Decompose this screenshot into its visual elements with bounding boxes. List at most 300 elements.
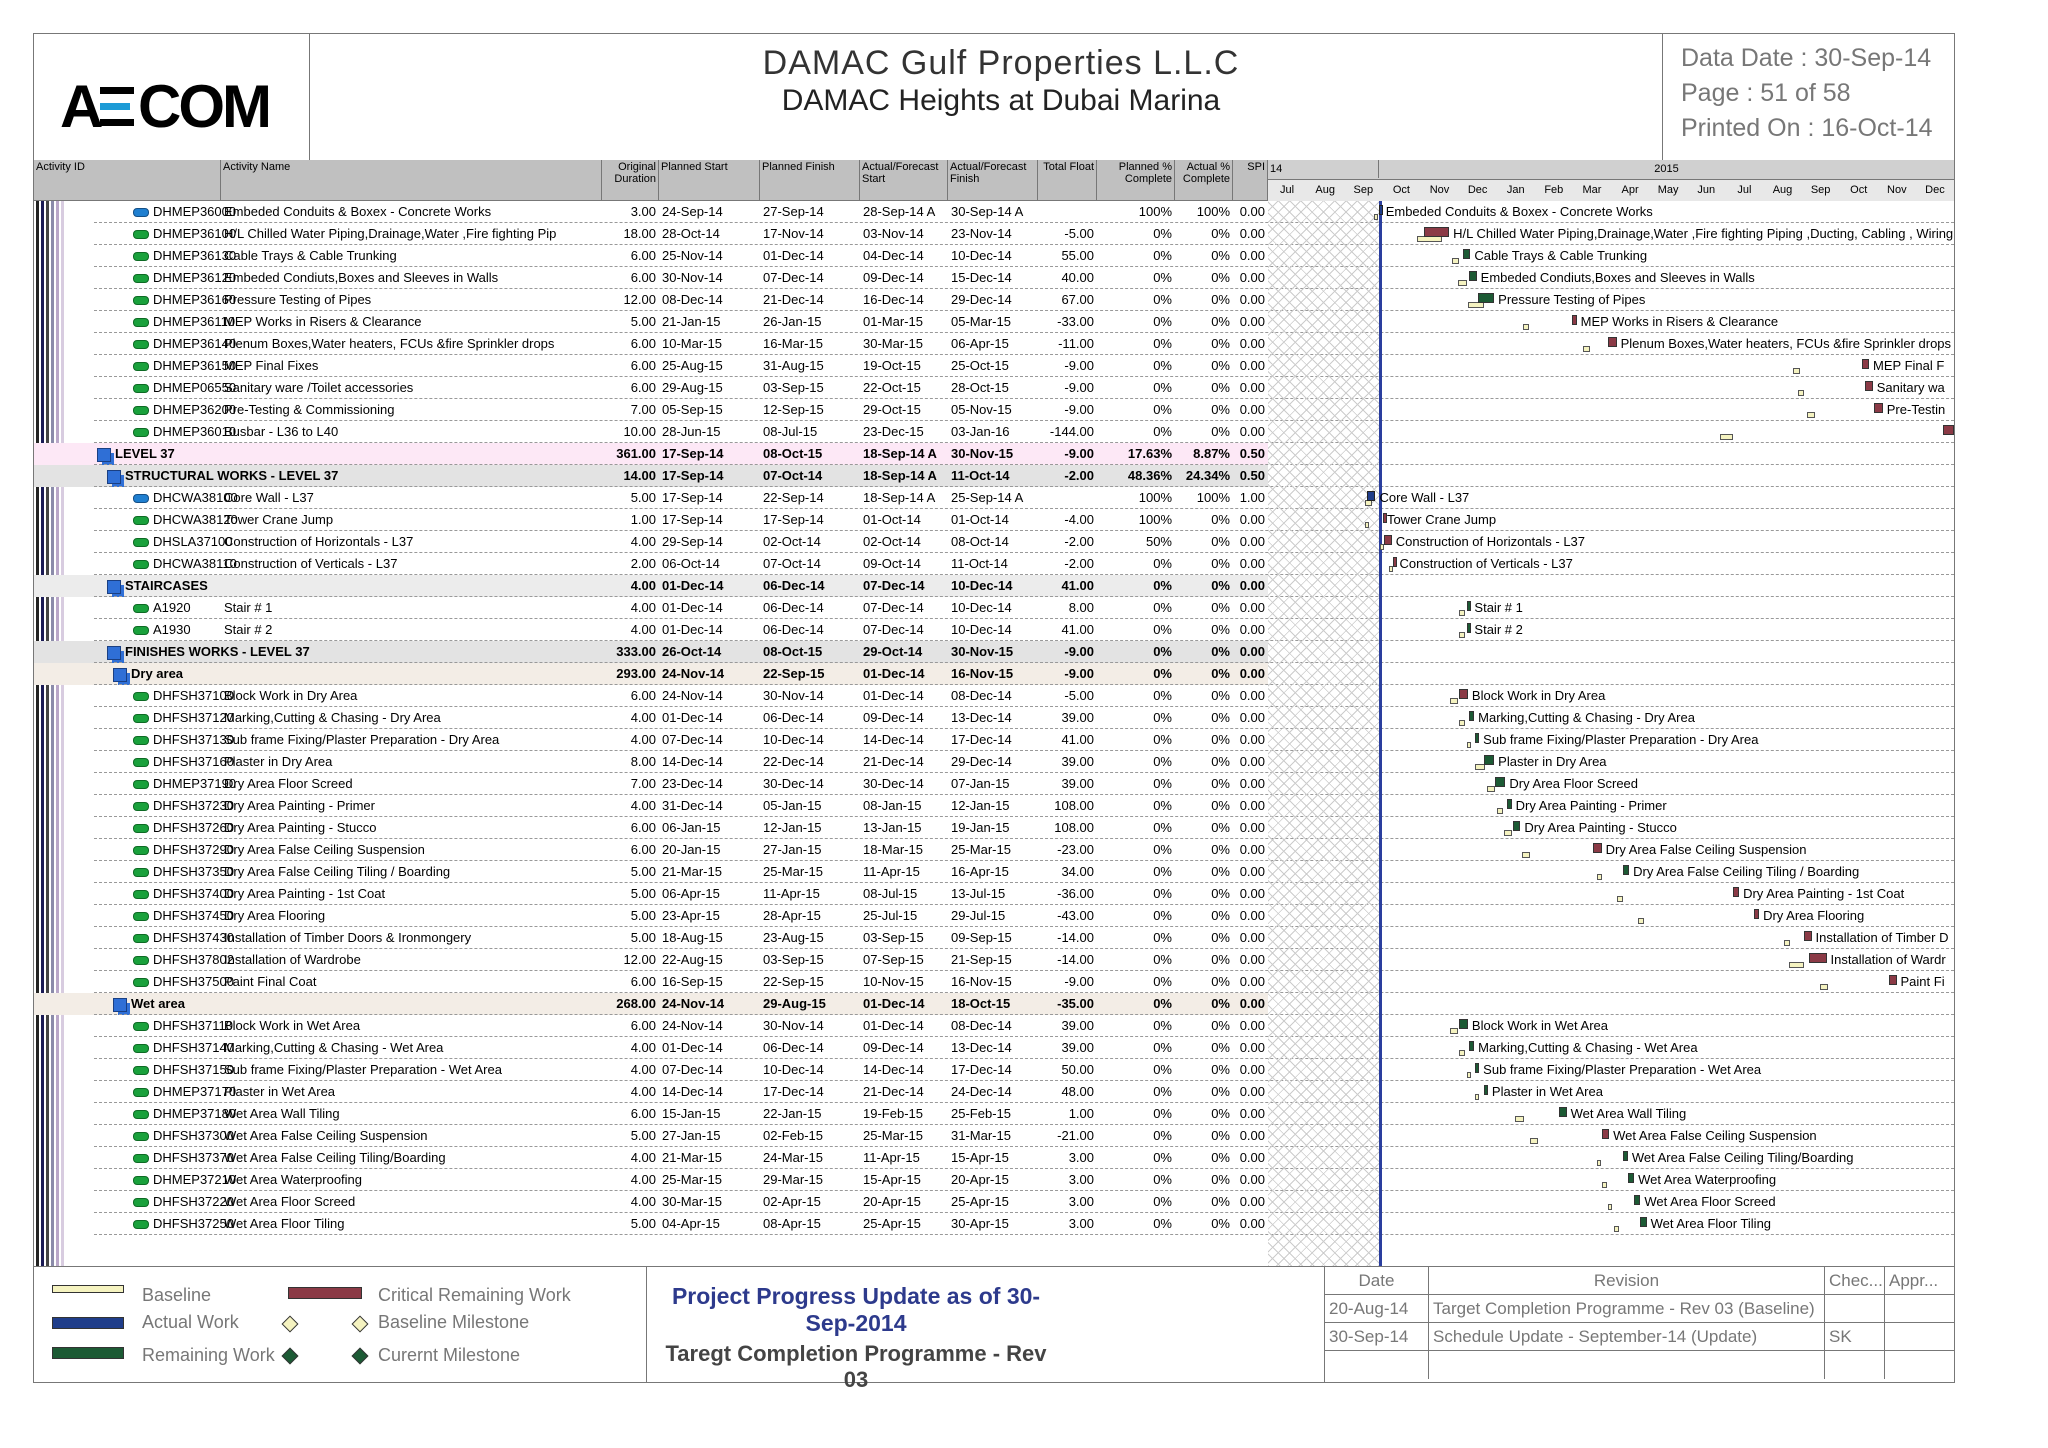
cell-pf: 23-Aug-15 (763, 930, 824, 945)
remaining-work-bar[interactable] (1559, 1107, 1566, 1117)
activity-row[interactable] (34, 817, 1268, 839)
activity-row[interactable] (34, 333, 1268, 355)
cell-as: 08-Jan-15 (863, 798, 922, 813)
remaining-work-bar[interactable] (1459, 1019, 1468, 1029)
cell-pp: 0% (1153, 270, 1172, 285)
remaining-work-bar[interactable] (1495, 777, 1505, 787)
activity-row[interactable] (34, 267, 1268, 289)
activity-row[interactable] (34, 421, 1268, 443)
activity-row[interactable] (34, 1103, 1268, 1125)
month-header: Oct (1840, 179, 1879, 201)
cell-tf: -9.00 (1064, 402, 1094, 417)
cell-pf: 08-Jul-15 (763, 424, 818, 439)
cell-spi: 0.00 (1239, 1084, 1265, 1099)
remaining-work-bar[interactable] (1475, 733, 1479, 743)
cell-dur: 5.00 (630, 1216, 656, 1231)
wbs-name: STAIRCASES (125, 578, 208, 593)
cell-id (130, 1103, 237, 1125)
cell-spi: 0.00 (1239, 754, 1265, 769)
cell-spi: 0.00 (1239, 358, 1265, 373)
cell-dur: 6.00 (630, 842, 656, 857)
wbs-name: Wet area (131, 996, 185, 1011)
activity-row[interactable] (34, 795, 1268, 817)
baseline-bar (1820, 984, 1827, 990)
cell-pp: 0% (1153, 732, 1172, 747)
cell-af: 30-Sep-14 A (951, 204, 1024, 219)
bar-label: Pressure Testing of Pipes (1498, 292, 1646, 307)
remaining-work-bar[interactable] (1463, 249, 1470, 259)
activity-id: DHMEP37210 (153, 1172, 237, 1187)
cell-id (130, 1191, 234, 1213)
month-header: Jul (1725, 179, 1764, 201)
critical-remaining-bar[interactable] (1459, 689, 1468, 699)
cell-as: 14-Dec-14 (863, 732, 924, 747)
activity-row[interactable] (34, 1059, 1268, 1081)
col-activity-id[interactable]: Activity ID (34, 160, 221, 200)
project-update-box (656, 1283, 1056, 1393)
cell-as: 13-Jan-15 (863, 820, 922, 835)
cell-af: 01-Oct-14 (951, 512, 1009, 527)
bar-label: Installation of Wardr (1830, 952, 1946, 967)
activity-id: DHCWA38100 (153, 490, 238, 505)
cell-dur: 293.00 (616, 666, 656, 681)
activity-row[interactable] (34, 1191, 1268, 1213)
activity-icon (133, 934, 149, 943)
activity-row[interactable] (34, 619, 1268, 641)
cell-as: 09-Dec-14 (863, 710, 924, 725)
bar-label: H/L Chilled Water Piping,Drainage,Water ,Fire fighting Piping ,Ducting, Cabling , Wiring (1453, 226, 1954, 241)
activity-row[interactable] (34, 729, 1268, 751)
cell-pp: 0% (1153, 688, 1172, 703)
cell-tf: -5.00 (1064, 226, 1094, 241)
month-header: Feb (1535, 179, 1574, 201)
rev-head-revision: Revision (1429, 1267, 1825, 1295)
cell-id (130, 817, 234, 839)
activity-row[interactable] (34, 553, 1268, 575)
activity-row[interactable] (34, 355, 1268, 377)
legend-baseline-swatch (52, 1285, 124, 1293)
cell-name: Marking,Cutting & Chasing - Wet Area (224, 1040, 444, 1055)
remaining-work-bar[interactable] (1628, 1173, 1634, 1183)
activity-id: DHFSH37500 (153, 974, 234, 989)
col-planned-finish[interactable]: Planned Finish (760, 160, 860, 200)
cell-dur: 4.00 (630, 1040, 656, 1055)
cell-spi: 0.00 (1239, 776, 1265, 791)
cell-id (130, 1125, 234, 1147)
cell-id (104, 465, 602, 487)
critical-remaining-bar[interactable] (1754, 909, 1759, 919)
cell-name: Paint Final Coat (224, 974, 317, 989)
remaining-work-bar[interactable] (1513, 821, 1520, 831)
col-activity-name[interactable]: Activity Name (221, 160, 602, 200)
cell-id (130, 597, 221, 619)
activity-row[interactable] (34, 1125, 1268, 1147)
cell-id (130, 553, 237, 575)
cell-id (110, 663, 602, 685)
cell-spi: 0.50 (1239, 468, 1265, 483)
cell-tf: -144.00 (1049, 424, 1094, 439)
cell-spi: 0.00 (1239, 996, 1265, 1011)
critical-remaining-bar[interactable] (1809, 953, 1826, 963)
remaining-work-bar[interactable] (1623, 1151, 1628, 1161)
critical-remaining-bar[interactable] (1384, 535, 1391, 545)
cell-pf: 31-Aug-15 (763, 358, 824, 373)
cell-ps: 26-Oct-14 (662, 644, 722, 659)
activity-row[interactable] (34, 861, 1268, 883)
baseline-bar (1789, 962, 1804, 968)
cell-ap: 0% (1211, 292, 1230, 307)
completed-activity-icon (133, 494, 149, 503)
rev1-date: 20-Aug-14 (1325, 1295, 1429, 1323)
wbs-group-row[interactable] (34, 663, 1268, 685)
actual-work-bar[interactable] (1367, 491, 1376, 501)
activity-row[interactable] (34, 1147, 1268, 1169)
cell-id (130, 355, 237, 377)
activity-row[interactable] (34, 487, 1268, 509)
cell-af: 23-Nov-14 (951, 226, 1012, 241)
cell-as: 19-Feb-15 (863, 1106, 923, 1121)
cell-pp: 0% (1153, 556, 1172, 571)
remaining-work-bar[interactable] (1469, 711, 1474, 721)
col-total-float[interactable]: Total Float (1038, 160, 1097, 200)
critical-remaining-bar[interactable] (1862, 359, 1869, 369)
bar-label: Installation of Timber D (1815, 930, 1949, 945)
cell-name: Plenum Boxes,Water heaters, FCUs &fire Sprinkler drops (224, 336, 555, 351)
cell-ps: 25-Mar-15 (662, 1172, 722, 1187)
activity-id: DHFSH37400 (153, 886, 234, 901)
cell-af: 10-Dec-14 (951, 248, 1012, 263)
col-spi[interactable]: SPI (1233, 160, 1268, 200)
wbs-group-row[interactable] (34, 443, 1268, 465)
cell-id (130, 927, 234, 949)
cell-ap: 0% (1211, 820, 1230, 835)
activity-row[interactable] (34, 597, 1268, 619)
activity-row[interactable] (34, 707, 1268, 729)
cell-as: 07-Dec-14 (863, 578, 925, 593)
cell-dur: 5.00 (630, 490, 656, 505)
wbs-group-row[interactable] (34, 641, 1268, 663)
cell-af: 16-Nov-15 (951, 666, 1014, 681)
cell-dur: 6.00 (630, 974, 656, 989)
cell-ap: 0% (1211, 1084, 1230, 1099)
activity-row[interactable] (34, 223, 1268, 245)
cell-af: 30-Apr-15 (951, 1216, 1009, 1231)
cell-tf (1038, 201, 1097, 223)
cell-as: 25-Jul-15 (863, 908, 918, 923)
cell-pp: 0% (1153, 1128, 1172, 1143)
activity-row[interactable] (34, 949, 1268, 971)
legend-remaining-label: Remaining Work (142, 1345, 275, 1365)
cell-af: 11-Oct-14 (951, 556, 1008, 571)
activity-id: DHMEP36200 (153, 402, 237, 417)
cell-pp: 0% (1153, 380, 1172, 395)
cell-pf: 29-Aug-15 (763, 996, 826, 1011)
cell-tf: -14.00 (1057, 952, 1094, 967)
activity-icon (133, 538, 149, 547)
activity-row[interactable] (34, 531, 1268, 553)
cell-ap: 0% (1211, 1062, 1230, 1077)
activity-row[interactable] (34, 245, 1268, 267)
year-2014: 14 (1268, 160, 1379, 178)
activity-row[interactable] (34, 1037, 1268, 1059)
cell-dur: 5.00 (630, 908, 656, 923)
cell-dur: 4.00 (630, 1062, 656, 1077)
col-af-start[interactable]: Actual/Forecast Start (860, 160, 948, 200)
activity-row[interactable] (34, 927, 1268, 949)
cell-ps: 28-Oct-14 (662, 226, 720, 241)
activity-icon (133, 428, 149, 437)
remaining-work-bar[interactable] (1467, 601, 1471, 611)
cell-as: 01-Oct-14 (863, 512, 921, 527)
data-date: Data Date : 30-Sep-14 (1681, 44, 1932, 72)
cell-id (130, 839, 234, 861)
cell-ps: 30-Mar-15 (662, 1194, 722, 1209)
info-box (1662, 34, 1955, 160)
activity-row[interactable] (34, 1015, 1268, 1037)
activity-row[interactable] (34, 883, 1268, 905)
cell-tf: 34.00 (1061, 864, 1094, 879)
cell-as: 07-Dec-14 (863, 600, 924, 615)
cell-spi: 0.00 (1239, 1216, 1265, 1231)
cell-ps: 28-Jun-15 (662, 424, 721, 439)
critical-remaining-bar[interactable] (1424, 227, 1449, 237)
rev1-checked (1825, 1295, 1885, 1323)
remaining-work-bar[interactable] (1478, 293, 1494, 303)
critical-remaining-bar[interactable] (1393, 557, 1397, 567)
activity-id: DHMEP36010 (153, 424, 237, 439)
cell-dur: 6.00 (630, 336, 656, 351)
cell-as: 14-Dec-14 (863, 1062, 924, 1077)
cell-as: 21-Dec-14 (863, 1084, 924, 1099)
col-actual-pct[interactable]: Actual % Complete (1175, 160, 1233, 200)
cell-pf: 07-Oct-14 (763, 556, 821, 571)
cell-as: 15-Apr-15 (863, 1172, 921, 1187)
cell-ps: 07-Dec-14 (662, 1062, 723, 1077)
legend-baseline-milestone-icon (282, 1316, 299, 1333)
cell-dur: 5.00 (630, 864, 656, 879)
cell-ps: 21-Jan-15 (662, 314, 721, 329)
svg-text:A: A (60, 73, 101, 141)
critical-remaining-bar[interactable] (1874, 403, 1883, 413)
baseline-bar (1597, 1160, 1601, 1166)
critical-remaining-bar[interactable] (1593, 843, 1602, 853)
activity-icon (133, 384, 149, 393)
remaining-work-bar[interactable] (1623, 865, 1629, 875)
critical-remaining-bar[interactable] (1602, 1129, 1609, 1139)
activity-id: A1920 (153, 600, 191, 615)
activity-id: DHFSH37100 (153, 688, 234, 703)
cell-pf: 02-Feb-15 (763, 1128, 823, 1143)
activity-row[interactable] (34, 839, 1268, 861)
cell-ps: 25-Aug-15 (662, 358, 723, 373)
activity-id: DHMEP36160 (153, 292, 237, 307)
cell-name: MEP Final Fixes (224, 358, 319, 373)
month-header: Nov (1878, 179, 1917, 201)
legend-actual-swatch (52, 1317, 124, 1329)
cell-tf: 3.00 (1068, 1194, 1094, 1209)
cell-spi: 0.00 (1239, 556, 1265, 571)
activity-row[interactable] (34, 685, 1268, 707)
cell-ap: 0% (1211, 798, 1230, 813)
wbs-group-row[interactable] (34, 465, 1268, 487)
wbs-group-row[interactable] (34, 575, 1268, 597)
activity-row[interactable] (34, 1169, 1268, 1191)
cell-as: 07-Dec-14 (863, 622, 924, 637)
bar-label: Plaster in Wet Area (1491, 1084, 1603, 1099)
cell-ps: 01-Dec-14 (662, 578, 724, 593)
cell-ap: 0% (1211, 424, 1230, 439)
col-planned-pct[interactable]: Planned % Complete (1097, 160, 1175, 200)
remaining-work-bar[interactable] (1484, 1085, 1488, 1095)
page-frame (33, 33, 1955, 1392)
cell-af: 25-Feb-15 (951, 1106, 1011, 1121)
activity-row[interactable] (34, 509, 1268, 531)
cell-name: Embeded Condiuts,Boxes and Sleeves in Walls (224, 270, 499, 285)
baseline-bar (1459, 1050, 1465, 1056)
remaining-work-bar[interactable] (1640, 1217, 1646, 1227)
activity-icon (133, 824, 149, 833)
baseline-bar (1450, 1028, 1457, 1034)
cell-dur: 5.00 (630, 314, 656, 329)
cell-pf: 06-Dec-14 (763, 622, 824, 637)
cell-spi: 0.00 (1239, 336, 1265, 351)
activity-id: DHFSH37290 (153, 842, 234, 857)
cell-ap: 0% (1211, 1216, 1230, 1231)
cell-af: 29-Jul-15 (951, 908, 1006, 923)
month-header: Sep (1802, 179, 1841, 201)
activity-row[interactable] (34, 773, 1268, 795)
critical-remaining-bar[interactable] (1943, 425, 1954, 435)
activity-icon (133, 516, 149, 525)
cell-as: 11-Apr-15 (863, 864, 920, 879)
remaining-work-bar[interactable] (1467, 623, 1471, 633)
rev2-date: 30-Sep-14 (1325, 1323, 1429, 1351)
cell-af: 25-Oct-15 (951, 358, 1009, 373)
activity-icon (133, 1088, 149, 1097)
critical-remaining-bar[interactable] (1572, 315, 1577, 325)
cell-dur: 3.00 (630, 204, 656, 219)
baseline-bar (1452, 258, 1459, 264)
critical-remaining-bar[interactable] (1865, 381, 1872, 391)
critical-remaining-bar[interactable] (1733, 887, 1739, 897)
cell-af: 16-Nov-15 (951, 974, 1012, 989)
activity-row[interactable] (34, 905, 1268, 927)
cell-ap: 0% (1211, 358, 1230, 373)
wbs-group-icon (113, 668, 127, 682)
cell-af: 17-Dec-14 (951, 732, 1012, 747)
activity-row[interactable] (34, 377, 1268, 399)
cell-af: 05-Mar-15 (951, 314, 1011, 329)
cell-as: 21-Dec-14 (863, 754, 924, 769)
remaining-work-bar[interactable] (1507, 799, 1512, 809)
cell-pp: 0% (1153, 842, 1172, 857)
cell-tf: -9.00 (1064, 446, 1094, 461)
cell-tf: -9.00 (1064, 358, 1094, 373)
activity-row[interactable] (34, 751, 1268, 773)
actual-work-bar[interactable] (1379, 205, 1383, 215)
cell-ap: 0% (1211, 952, 1230, 967)
cell-ps: 29-Aug-15 (662, 380, 723, 395)
activity-row[interactable] (34, 201, 1268, 223)
cell-pp: 0% (1153, 1018, 1172, 1033)
cell-pf: 12-Sep-15 (763, 402, 824, 417)
cell-ps: 15-Jan-15 (662, 1106, 721, 1121)
col-planned-start[interactable]: Planned Start (659, 160, 760, 200)
activity-id: DHFSH37250 (153, 1216, 234, 1231)
critical-remaining-bar[interactable] (1608, 337, 1617, 347)
project-name: DAMAC Heights at Dubai Marina (781, 84, 1221, 117)
page-header (34, 34, 1954, 161)
activity-icon (133, 1176, 149, 1185)
cell-pp: 0% (1153, 1172, 1172, 1187)
cell-pp: 0% (1153, 1194, 1172, 1209)
wbs-name: FINISHES WORKS - LEVEL 37 (125, 644, 310, 659)
cell-dur: 4.00 (630, 732, 656, 747)
cell-ap: 100% (1196, 204, 1230, 219)
cell-dur: 4.00 (630, 1084, 656, 1099)
client-name: DAMAC Gulf Properties L.L.C (762, 44, 1240, 82)
cell-pf: 25-Mar-15 (763, 864, 823, 879)
remaining-work-bar[interactable] (1634, 1195, 1640, 1205)
col-af-finish[interactable]: Actual/Forecast Finish (948, 160, 1038, 200)
activity-icon (133, 560, 149, 569)
month-header: May (1649, 179, 1688, 201)
activity-icon (133, 230, 149, 239)
baseline-bar (1720, 434, 1732, 440)
cell-tf: -9.00 (1064, 380, 1094, 395)
legend-remaining-swatch (52, 1347, 124, 1359)
activity-icon (133, 252, 149, 261)
critical-remaining-bar[interactable] (1804, 931, 1811, 941)
activity-icon (133, 296, 149, 305)
cell-pf: 26-Jan-15 (763, 314, 822, 329)
cell-name: Construction of Verticals - L37 (224, 556, 398, 571)
critical-remaining-bar[interactable] (1889, 975, 1896, 985)
activity-row[interactable] (34, 971, 1268, 993)
wbs-group-row[interactable] (34, 993, 1268, 1015)
baseline-bar (1522, 852, 1531, 858)
remaining-work-bar[interactable] (1469, 271, 1476, 281)
cell-name: Sanitary ware /Toilet accessories (224, 380, 414, 395)
aecom-logo-mark (60, 73, 280, 141)
remaining-work-bar[interactable] (1469, 1041, 1474, 1051)
baseline-bar (1614, 1226, 1619, 1232)
activity-id: DHCWA38120 (153, 512, 238, 527)
activity-row[interactable] (34, 399, 1268, 421)
cell-pf: 27-Sep-14 (763, 204, 824, 219)
cell-name: Dry Area Painting - Stucco (224, 820, 377, 835)
cell-tf: 39.00 (1061, 776, 1094, 791)
cell-dur: 7.00 (630, 402, 656, 417)
cell-spi: 0.00 (1239, 644, 1265, 659)
cell-id (130, 905, 234, 927)
cell-ap: 0% (1211, 886, 1230, 901)
col-original-duration[interactable]: Original Duration (602, 160, 659, 200)
cell-dur: 4.00 (630, 798, 656, 813)
activity-row[interactable] (34, 1081, 1268, 1103)
activity-row[interactable] (34, 289, 1268, 311)
cell-ap: 0% (1211, 1194, 1230, 1209)
activity-row[interactable] (34, 1213, 1268, 1235)
bar-label: Core Wall - L37 (1379, 490, 1470, 505)
cell-dur: 333.00 (616, 644, 656, 659)
activity-row[interactable] (34, 311, 1268, 333)
rev3-text (1429, 1351, 1825, 1379)
remaining-work-bar[interactable] (1484, 755, 1494, 765)
activity-id: DHFSH37160 (153, 754, 234, 769)
month-header: Aug (1306, 179, 1345, 201)
remaining-work-bar[interactable] (1475, 1063, 1479, 1073)
